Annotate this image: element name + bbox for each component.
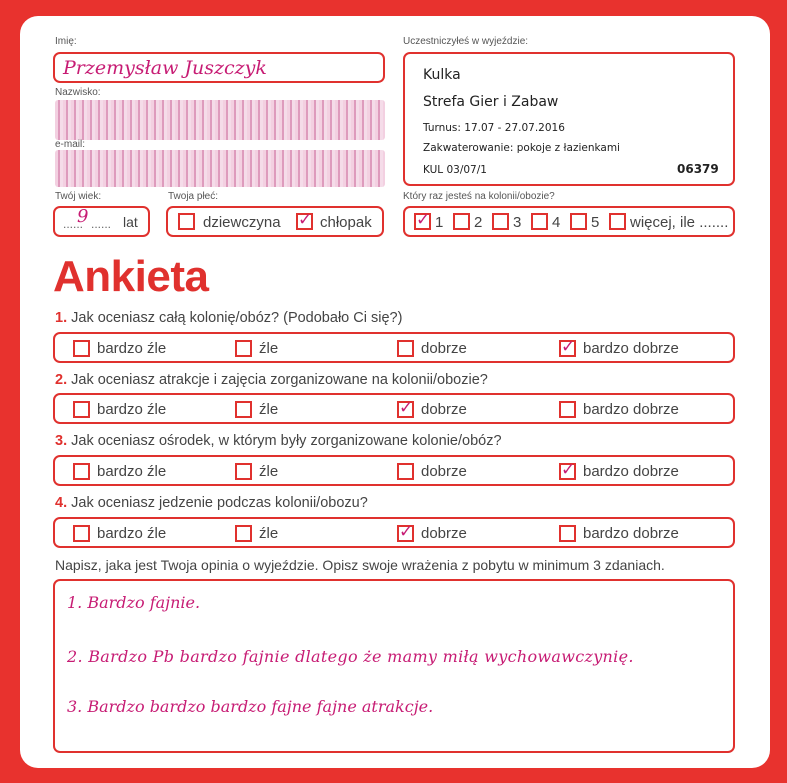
times-option-5: 5 xyxy=(591,214,600,231)
name-label: Imię: xyxy=(55,36,77,47)
trip-number: 06379 xyxy=(677,162,719,176)
q2-checkbox-very-bad[interactable] xyxy=(73,401,90,418)
trip-venue: Strefa Gier i Zabaw xyxy=(423,94,559,110)
times-option-more: więcej, ile ....... xyxy=(630,214,729,231)
surname-label: Nazwisko: xyxy=(55,87,101,98)
times-option-1: 1 xyxy=(435,214,444,231)
check-mark-icon: ✓ xyxy=(399,522,414,542)
question-3: 3. Jak oceniasz ośrodek, w którym były zorganizowane kolonie/obóz? xyxy=(55,433,502,449)
q4-option-bad: źle xyxy=(259,525,279,542)
q2-option-very-bad: bardzo źle xyxy=(97,401,167,418)
q2-option-good: dobrze xyxy=(421,401,467,418)
q4-checkbox-very-bad[interactable] xyxy=(73,525,90,542)
q2-checkbox-very-good[interactable] xyxy=(559,401,576,418)
opinion-field[interactable] xyxy=(53,579,735,753)
times-checkbox-more[interactable] xyxy=(609,213,626,230)
times-option-2: 2 xyxy=(474,214,483,231)
trip-org: Kulka xyxy=(423,67,461,83)
q1-checkbox-very-bad[interactable] xyxy=(73,340,90,357)
check-mark-icon: ✓ xyxy=(561,460,576,480)
question-1: 1. Jak oceniasz całą kolonię/obóz? (Podobało Ci się?) xyxy=(55,310,403,326)
q3-checkbox-bad[interactable] xyxy=(235,463,252,480)
q3-option-very-bad: bardzo źle xyxy=(97,463,167,480)
q4-option-good: dobrze xyxy=(421,525,467,542)
age-value: 9 xyxy=(77,206,89,227)
age-unit: lat xyxy=(123,214,138,230)
gender-option-boy: chłopak xyxy=(320,214,372,231)
gender-field xyxy=(166,206,384,237)
trip-accommodation: Zakwaterowanie: pokoje z łazienkami xyxy=(423,142,620,154)
times-checkbox-5[interactable] xyxy=(570,213,587,230)
times-option-4: 4 xyxy=(552,214,561,231)
q2-option-bad: źle xyxy=(259,401,279,418)
times-checkbox-4[interactable] xyxy=(531,213,548,230)
check-mark-icon: ✓ xyxy=(561,337,576,357)
answer-row-2 xyxy=(53,393,735,424)
check-mark-icon: ✓ xyxy=(416,210,431,230)
check-mark-icon: ✓ xyxy=(298,210,313,230)
page-title: Ankieta xyxy=(53,252,209,301)
times-option-3: 3 xyxy=(513,214,522,231)
survey-card xyxy=(20,16,770,768)
age-dots-after: ...... xyxy=(91,217,112,231)
q4-option-very-bad: bardzo źle xyxy=(97,525,167,542)
trip-code: KUL 03/07/1 xyxy=(423,164,487,176)
opinion-prompt: Napisz, jaka jest Twoja opinia o wyjeździe. Opisz swoje wrażenia z pobytu w minimum 3 zdaniach. xyxy=(55,557,665,573)
q3-option-very-good: bardzo dobrze xyxy=(583,463,679,480)
q1-option-very-bad: bardzo źle xyxy=(97,340,167,357)
q3-checkbox-good[interactable] xyxy=(397,463,414,480)
q4-option-very-good: bardzo dobrze xyxy=(583,525,679,542)
participant-label: Uczestniczyłeś w wyjeździe: xyxy=(403,36,529,47)
name-field[interactable] xyxy=(53,52,385,83)
q3-checkbox-very-bad[interactable] xyxy=(73,463,90,480)
opinion-line-1: 1. Bardzo fajnie. xyxy=(67,593,201,612)
q4-checkbox-very-good[interactable] xyxy=(559,525,576,542)
question-2: 2. Jak oceniasz atrakcje i zajęcia zorganizowane na kolonii/obozie? xyxy=(55,372,488,388)
gender-option-girl: dziewczyna xyxy=(203,214,281,231)
q1-checkbox-good[interactable] xyxy=(397,340,414,357)
trip-info-box xyxy=(403,52,735,186)
opinion-line-2: 2. Bardzo Pb bardzo fajnie dlatego że mamy miłą wychowawczynię. xyxy=(67,647,634,666)
question-4: 4. Jak oceniasz jedzenie podczas kolonii/obozu? xyxy=(55,495,368,511)
answer-row-1 xyxy=(53,332,735,363)
email-label: e-mail: xyxy=(55,139,86,150)
q1-option-good: dobrze xyxy=(421,340,467,357)
gender-checkbox-girl[interactable] xyxy=(178,213,195,230)
times-label: Który raz jesteś na kolonii/obozie? xyxy=(403,191,555,202)
q1-option-bad: źle xyxy=(259,340,279,357)
opinion-line-3: 3. Bardzo bardzo bardzo fajne fajne atrakcje. xyxy=(67,697,434,716)
surname-redacted xyxy=(55,100,385,140)
trip-turnus: Turnus: 17.07 - 27.07.2016 xyxy=(423,122,565,134)
times-checkbox-3[interactable] xyxy=(492,213,509,230)
q1-checkbox-bad[interactable] xyxy=(235,340,252,357)
times-field xyxy=(403,206,735,237)
q4-checkbox-bad[interactable] xyxy=(235,525,252,542)
answer-row-4 xyxy=(53,517,735,548)
age-dots-before: ...... xyxy=(63,217,84,231)
answer-row-3 xyxy=(53,455,735,486)
q2-option-very-good: bardzo dobrze xyxy=(583,401,679,418)
age-label: Twój wiek: xyxy=(55,191,102,202)
q3-option-good: dobrze xyxy=(421,463,467,480)
q1-option-very-good: bardzo dobrze xyxy=(583,340,679,357)
email-redacted xyxy=(55,150,385,187)
age-field[interactable] xyxy=(53,206,150,237)
q3-option-bad: źle xyxy=(259,463,279,480)
times-checkbox-2[interactable] xyxy=(453,213,470,230)
name-value: Przemysław Juszczyk xyxy=(63,57,267,79)
check-mark-icon: ✓ xyxy=(399,398,414,418)
gender-label: Twoja płeć: xyxy=(168,191,219,202)
q2-checkbox-bad[interactable] xyxy=(235,401,252,418)
